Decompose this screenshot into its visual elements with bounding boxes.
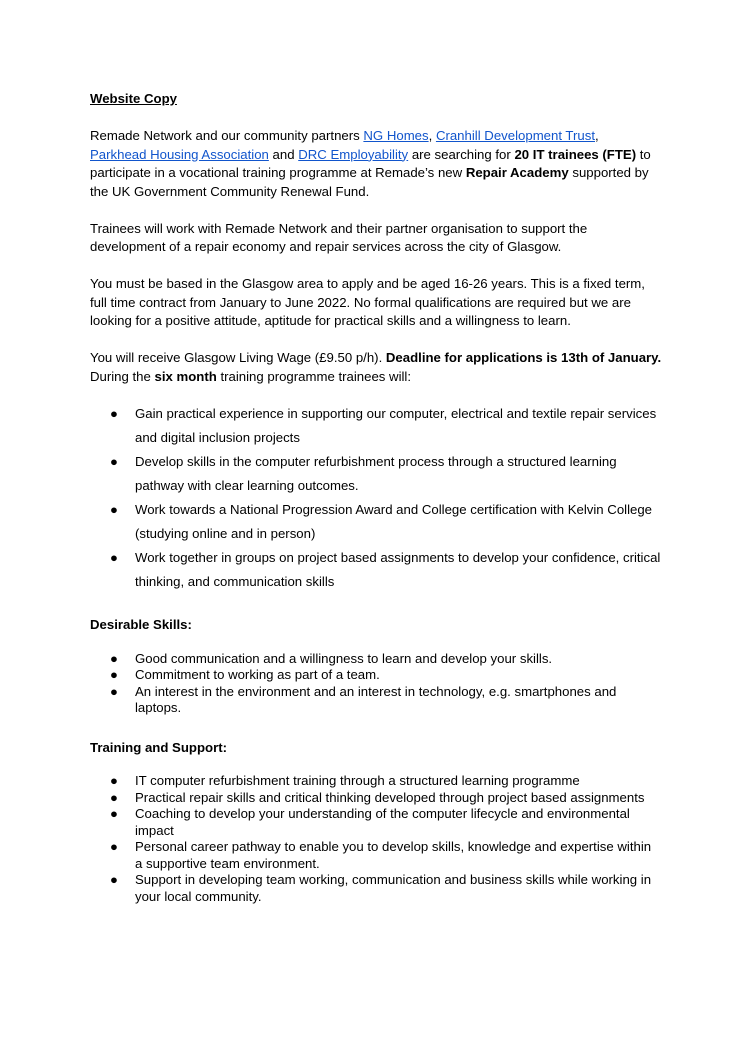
bullet-icon: ● bbox=[110, 550, 118, 565]
list-item bbox=[90, 450, 662, 498]
bullet-icon: ● bbox=[110, 872, 118, 887]
intro-text-2: , bbox=[428, 128, 436, 143]
list-item-text: Work towards a National Progression Award and College certification with Kelvin College (studying online and in person) bbox=[135, 502, 653, 541]
trainees-paragraph: Trainees will work with Remade Network and their partner organisation to support the development of a repair economy and repair services across the city of Glasgow. bbox=[90, 220, 588, 254]
list-item-text: Gain practical experience in supporting our computer, electrical and textile repair services and digital inclusion projects bbox=[135, 406, 657, 445]
intro-paragraph bbox=[90, 127, 662, 201]
link-ng-homes[interactable]: NG Homes bbox=[363, 128, 429, 143]
wage-text-2: During the bbox=[90, 368, 155, 384]
intro-text-5: are searching for bbox=[408, 146, 515, 162]
wage-text-3: training programme trainees will: bbox=[216, 368, 412, 384]
eligibility-paragraph: You must be based in the Glasgow area to apply and be aged 16-26 years. This is a fixed term, full time contract from January to June 2022. No formal qualifications are required but we are looking for a positive attitude, aptitude for practical skills and a willingness to learn. bbox=[90, 276, 645, 328]
duration-text: six month bbox=[154, 368, 217, 384]
bullet-icon: ● bbox=[110, 406, 118, 421]
list-item-text: Coaching to develop your understanding of the computer lifecycle and environmental impact bbox=[135, 806, 630, 838]
bullet-icon: ● bbox=[110, 839, 118, 854]
bullet-icon: ● bbox=[110, 667, 118, 682]
bullet-icon: ● bbox=[110, 650, 118, 666]
desirable-skills-heading: Desirable Skills: bbox=[90, 617, 192, 632]
list-item bbox=[90, 773, 662, 790]
bullet-icon: ● bbox=[110, 789, 118, 805]
bullet-icon: ● bbox=[110, 773, 118, 788]
bullet-icon: ● bbox=[110, 683, 118, 699]
list-item-text: Practical repair skills and critical thinking developed through project based assignments bbox=[135, 789, 645, 805]
list-item-text: IT computer refurbishment training through a structured learning programme bbox=[135, 773, 580, 788]
bullet-icon: ● bbox=[110, 502, 118, 517]
list-item bbox=[90, 790, 662, 807]
intro-text-7: supported by the UK Government Community Renewal Fund. bbox=[90, 165, 649, 199]
list-item-text: An interest in the environment and an interest in technology, e.g. smartphones and laptops. bbox=[135, 683, 617, 715]
link-cranhill-development-trust[interactable]: Cranhill Development Trust bbox=[435, 128, 595, 143]
document-body bbox=[90, 90, 662, 905]
list-item bbox=[90, 402, 662, 450]
intro-text-4: and bbox=[268, 146, 299, 162]
list-item-text: Good communication and a willingness to learn and develop your skills. bbox=[135, 650, 553, 666]
intro-repair-academy: Repair Academy bbox=[465, 165, 569, 180]
intro-text-3: , bbox=[595, 128, 599, 143]
intro-text-6: to participate in a vocational training programme at Remade’s new bbox=[90, 146, 651, 180]
deadline-text: Deadline for applications is 13th of January. bbox=[385, 350, 662, 365]
list-item bbox=[90, 498, 662, 546]
programme-list bbox=[90, 402, 662, 594]
bullet-icon: ● bbox=[110, 454, 118, 469]
page-title: Website Copy bbox=[90, 91, 177, 106]
training-support-list bbox=[90, 773, 662, 905]
wage-paragraph bbox=[90, 349, 662, 386]
list-item-text: Develop skills in the computer refurbishment process through a structured learning pathway with clear learning outcomes. bbox=[135, 454, 617, 493]
desirable-skills-list bbox=[90, 651, 662, 717]
list-item bbox=[90, 667, 662, 684]
bullet-icon: ● bbox=[110, 806, 118, 821]
wage-text-1: You will receive Glasgow Living Wage (£9.50 p/h). bbox=[90, 350, 386, 365]
list-item bbox=[90, 684, 662, 717]
list-item bbox=[90, 839, 662, 872]
list-item-text: Work together in groups on project based assignments to develop your confidence, critical thinking, and communication skills bbox=[135, 550, 661, 589]
list-item-text: Personal career pathway to enable you to develop skills, knowledge and expertise within a supportive team environment. bbox=[135, 839, 652, 871]
list-item bbox=[90, 872, 662, 905]
link-parkhead-housing-association[interactable]: Parkhead Housing Association bbox=[90, 146, 269, 162]
list-item-text: Support in developing team working, communication and business skills while working in your local community. bbox=[135, 872, 652, 904]
list-item bbox=[90, 806, 662, 839]
training-support-heading: Training and Support: bbox=[90, 739, 227, 755]
link-drc-employability[interactable]: DRC Employability bbox=[298, 146, 409, 162]
list-item bbox=[90, 546, 662, 594]
intro-trainees-count: 20 IT trainees (FTE) bbox=[514, 146, 637, 162]
list-item bbox=[90, 651, 662, 668]
intro-text-1: Remade Network and our community partners bbox=[90, 128, 364, 143]
list-item-text: Commitment to working as part of a team. bbox=[135, 667, 380, 682]
